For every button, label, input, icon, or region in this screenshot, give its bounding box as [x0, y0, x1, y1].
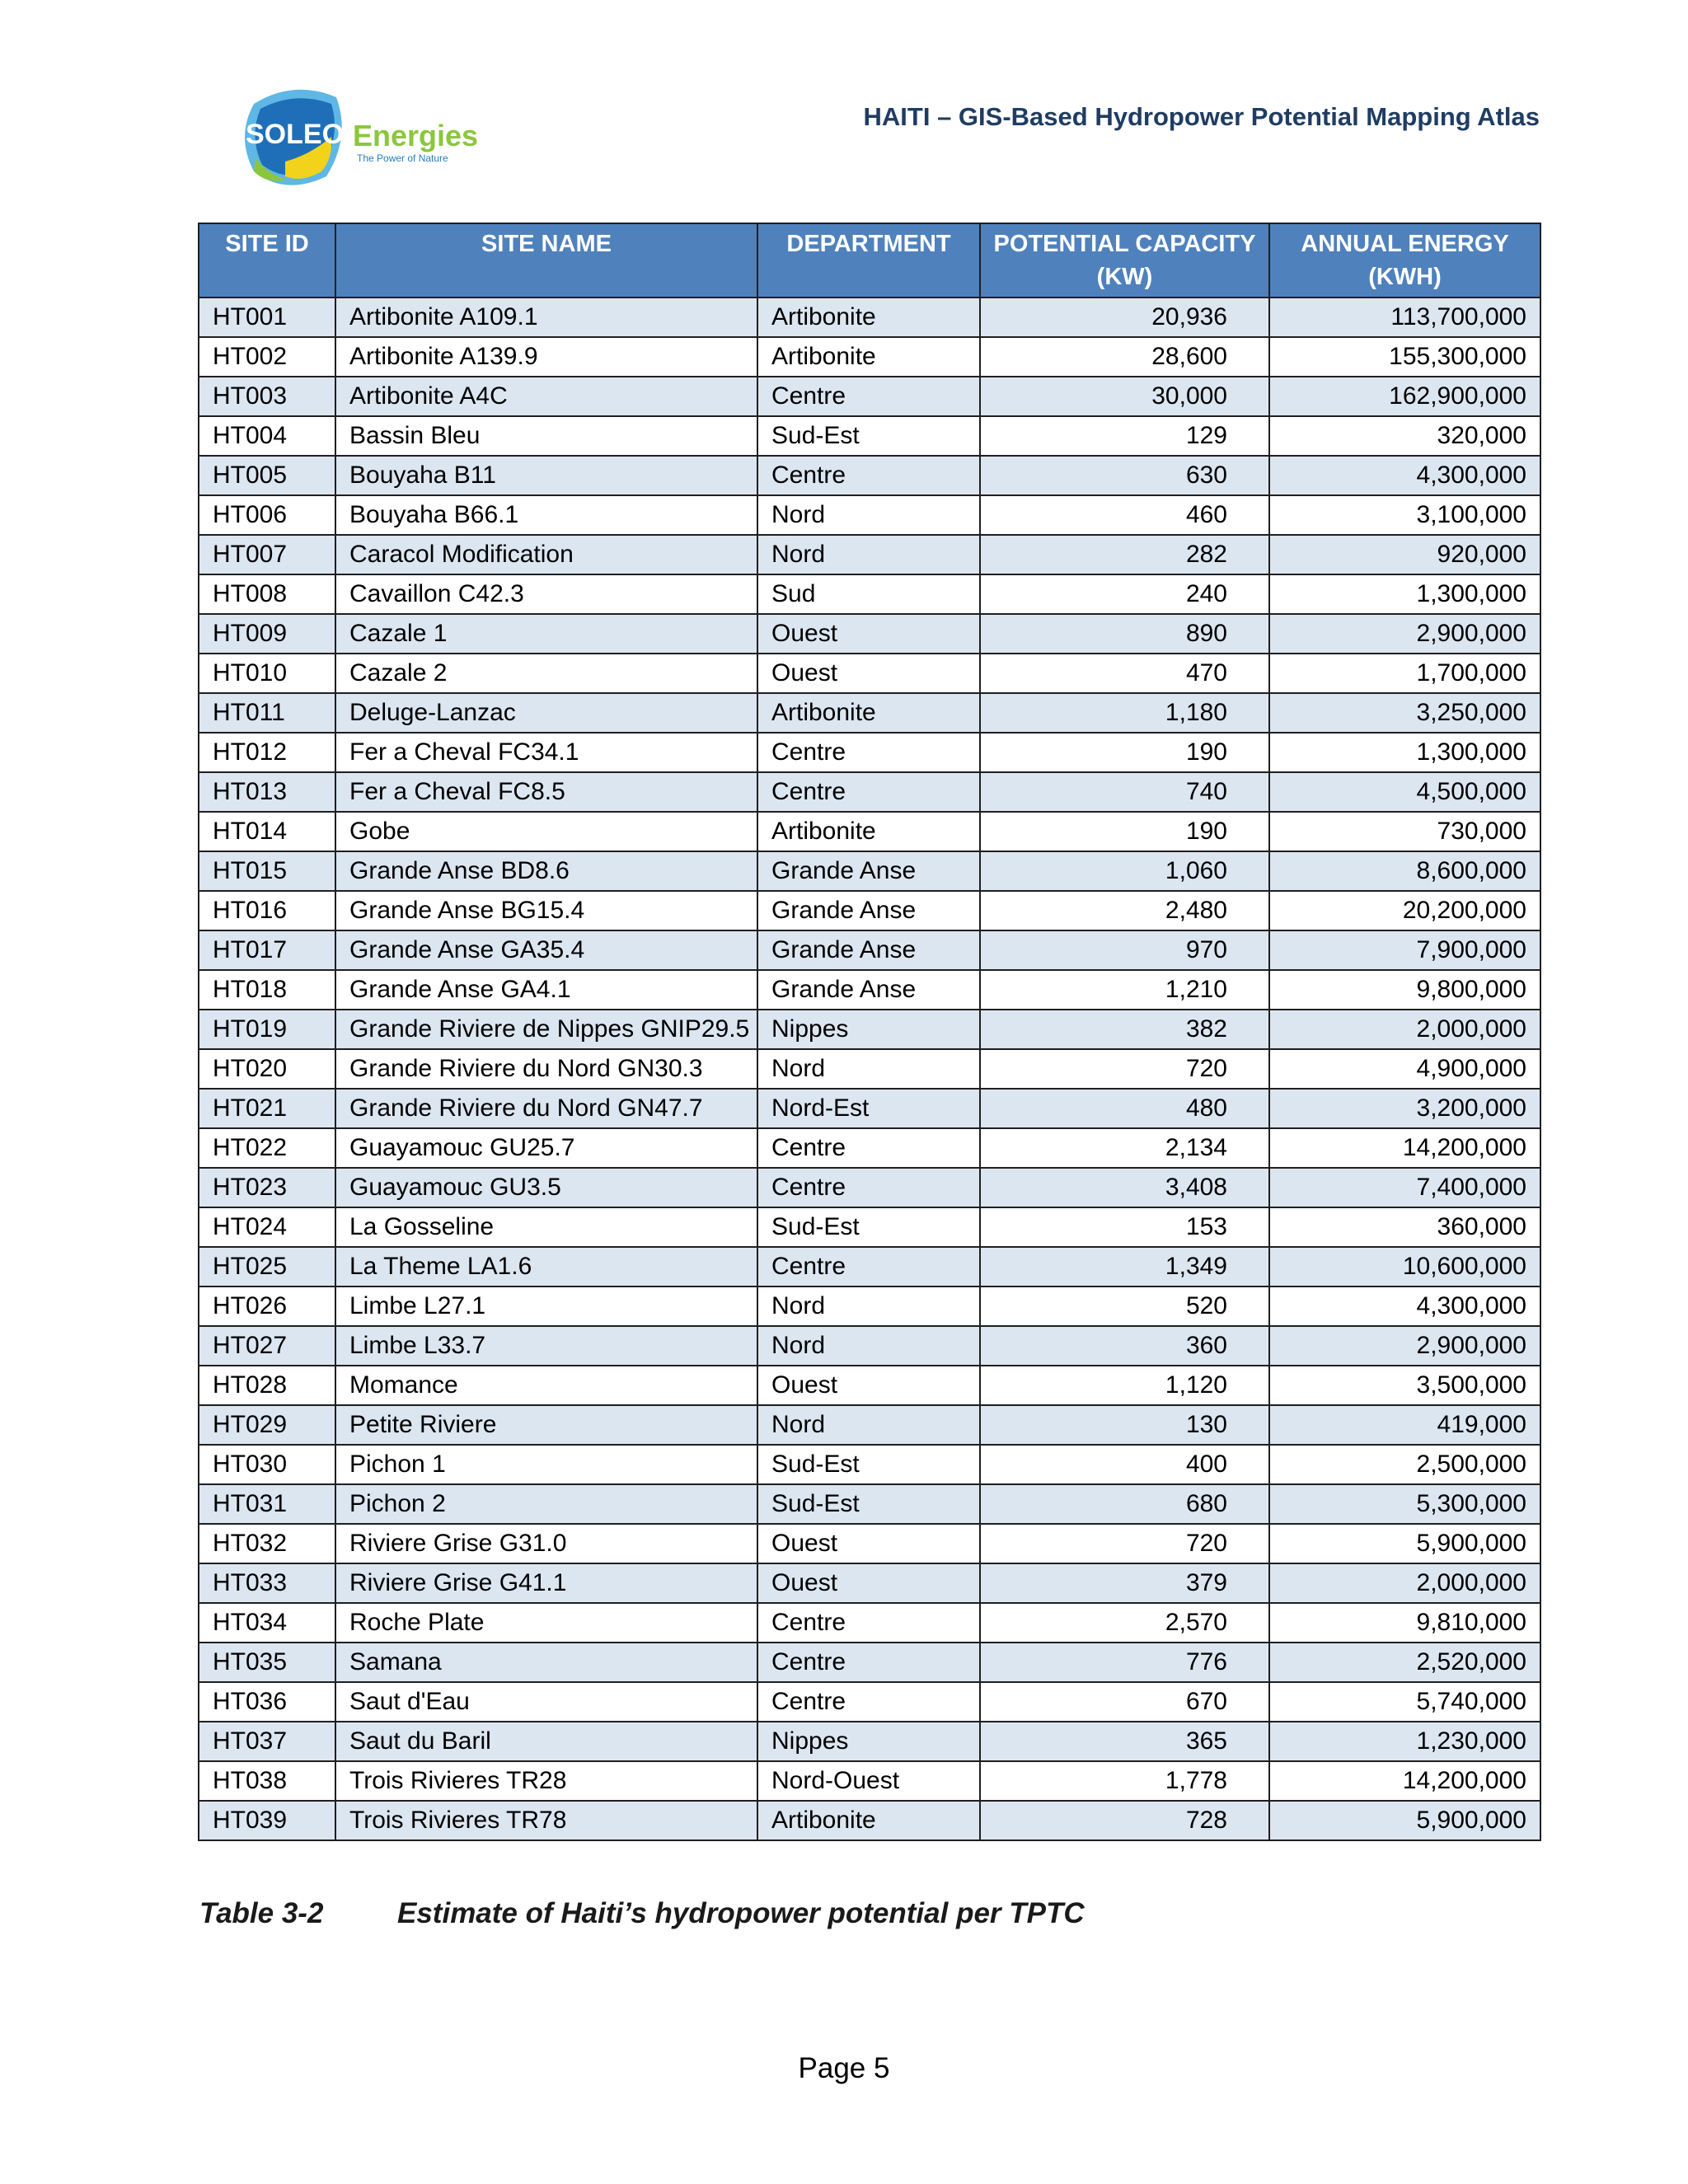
- cell-department: Nord-Ouest: [757, 1761, 980, 1801]
- cell-annual-energy: 1,700,000: [1269, 654, 1540, 693]
- cell-annual-energy: 5,900,000: [1269, 1524, 1540, 1563]
- cell-site-id: HT021: [199, 1089, 335, 1128]
- cell-potential-capacity: 240: [980, 574, 1269, 614]
- column-header-potential-capacity: POTENTIAL CAPACITY (KW): [980, 223, 1269, 298]
- column-header-site-name: SITE NAME: [335, 223, 757, 298]
- table-row: [199, 1366, 1540, 1405]
- cell-annual-energy: 162,900,000: [1269, 377, 1540, 416]
- cell-potential-capacity: 670: [980, 1682, 1269, 1722]
- cell-annual-energy: 9,810,000: [1269, 1603, 1540, 1643]
- cell-annual-energy: 20,200,000: [1269, 891, 1540, 930]
- column-header-department: DEPARTMENT: [757, 223, 980, 298]
- cell-annual-energy: 2,000,000: [1269, 1010, 1540, 1049]
- cell-department: Nippes: [757, 1010, 980, 1049]
- cell-department: Nord: [757, 535, 980, 574]
- cell-potential-capacity: 30,000: [980, 377, 1269, 416]
- cell-site-id: HT009: [199, 614, 335, 654]
- cell-site-id: HT001: [199, 298, 335, 337]
- cell-site-name: Cavaillon C42.3: [335, 574, 757, 614]
- cell-annual-energy: 2,500,000: [1269, 1445, 1540, 1484]
- cell-annual-energy: 1,300,000: [1269, 733, 1540, 772]
- cell-site-name: Limbe L33.7: [335, 1326, 757, 1366]
- table-row: [199, 1089, 1540, 1128]
- cell-potential-capacity: 129: [980, 416, 1269, 456]
- document-header-title: HAITI – GIS-Based Hydropower Potential Mapping Atlas: [863, 102, 1540, 131]
- cell-site-id: HT010: [199, 654, 335, 693]
- cell-potential-capacity: 2,134: [980, 1128, 1269, 1168]
- cell-department: Centre: [757, 1128, 980, 1168]
- cell-site-name: Bouyaha B11: [335, 456, 757, 495]
- cell-department: Artibonite: [757, 1801, 980, 1840]
- table-caption-number: Table 3-2: [199, 1897, 324, 1929]
- cell-department: Grande Anse: [757, 930, 980, 970]
- table-row: [199, 851, 1540, 891]
- cell-annual-energy: 5,900,000: [1269, 1801, 1540, 1840]
- cell-department: Grande Anse: [757, 891, 980, 930]
- cell-department: Artibonite: [757, 298, 980, 337]
- table-caption: [199, 1897, 1085, 1930]
- cell-site-name: Saut d'Eau: [335, 1682, 757, 1722]
- hydropower-sites-table: [198, 223, 1541, 1841]
- cell-potential-capacity: 1,349: [980, 1247, 1269, 1286]
- cell-site-id: HT011: [199, 693, 335, 733]
- cell-site-name: Cazale 2: [335, 654, 757, 693]
- table-row: [199, 733, 1540, 772]
- cell-department: Sud-Est: [757, 1484, 980, 1524]
- cell-potential-capacity: 680: [980, 1484, 1269, 1524]
- cell-potential-capacity: 720: [980, 1049, 1269, 1089]
- cell-potential-capacity: 970: [980, 930, 1269, 970]
- table-header-row: [199, 223, 1540, 298]
- cell-site-id: HT015: [199, 851, 335, 891]
- cell-site-id: HT029: [199, 1405, 335, 1445]
- table-row: [199, 1247, 1540, 1286]
- table-row: [199, 1168, 1540, 1207]
- cell-annual-energy: 10,600,000: [1269, 1247, 1540, 1286]
- table-row: [199, 495, 1540, 535]
- cell-annual-energy: 730,000: [1269, 812, 1540, 851]
- cell-site-id: HT039: [199, 1801, 335, 1840]
- cell-site-id: HT025: [199, 1247, 335, 1286]
- cell-department: Grande Anse: [757, 851, 980, 891]
- table-row: [199, 930, 1540, 970]
- cell-potential-capacity: 360: [980, 1326, 1269, 1366]
- cell-potential-capacity: 20,936: [980, 298, 1269, 337]
- table-row: [199, 614, 1540, 654]
- table-row: [199, 693, 1540, 733]
- cell-site-name: Samana: [335, 1643, 757, 1682]
- cell-potential-capacity: 190: [980, 733, 1269, 772]
- table-caption-text: Estimate of Haiti’s hydropower potential per TPTC: [397, 1897, 1085, 1929]
- cell-department: Centre: [757, 1603, 980, 1643]
- table-row: [199, 1484, 1540, 1524]
- cell-department: Nord: [757, 495, 980, 535]
- cell-potential-capacity: 282: [980, 535, 1269, 574]
- cell-department: Nord: [757, 1405, 980, 1445]
- table-row: [199, 416, 1540, 456]
- table-row: [199, 1801, 1540, 1840]
- table-row: [199, 337, 1540, 377]
- cell-department: Artibonite: [757, 337, 980, 377]
- cell-site-id: HT023: [199, 1168, 335, 1207]
- cell-site-id: HT035: [199, 1643, 335, 1682]
- cell-annual-energy: 320,000: [1269, 416, 1540, 456]
- table-row: [199, 535, 1540, 574]
- cell-site-name: Momance: [335, 1366, 757, 1405]
- cell-site-name: Riviere Grise G31.0: [335, 1524, 757, 1563]
- cell-site-name: Roche Plate: [335, 1603, 757, 1643]
- logo-text-soleo: SOLEO: [246, 119, 345, 150]
- cell-annual-energy: 9,800,000: [1269, 970, 1540, 1010]
- cell-site-name: Fer a Cheval FC34.1: [335, 733, 757, 772]
- cell-department: Centre: [757, 772, 980, 812]
- cell-department: Artibonite: [757, 812, 980, 851]
- cell-site-id: HT036: [199, 1682, 335, 1722]
- cell-potential-capacity: 1,210: [980, 970, 1269, 1010]
- cell-annual-energy: 4,900,000: [1269, 1049, 1540, 1089]
- cell-site-name: Artibonite A4C: [335, 377, 757, 416]
- cell-annual-energy: 3,100,000: [1269, 495, 1540, 535]
- cell-site-name: Grande Riviere de Nippes GNIP29.5: [335, 1010, 757, 1049]
- cell-site-id: HT034: [199, 1603, 335, 1643]
- column-header-site-id: SITE ID: [199, 223, 335, 298]
- cell-annual-energy: 8,600,000: [1269, 851, 1540, 891]
- cell-annual-energy: 419,000: [1269, 1405, 1540, 1445]
- cell-site-name: Cazale 1: [335, 614, 757, 654]
- cell-site-name: Pichon 2: [335, 1484, 757, 1524]
- cell-site-name: Grande Riviere du Nord GN30.3: [335, 1049, 757, 1089]
- table-row: [199, 654, 1540, 693]
- cell-site-id: HT030: [199, 1445, 335, 1484]
- table-body: [199, 298, 1540, 1840]
- cell-department: Sud-Est: [757, 1207, 980, 1247]
- cell-site-name: Gobe: [335, 812, 757, 851]
- cell-potential-capacity: 153: [980, 1207, 1269, 1247]
- cell-site-id: HT012: [199, 733, 335, 772]
- cell-site-id: HT014: [199, 812, 335, 851]
- cell-department: Centre: [757, 456, 980, 495]
- cell-site-id: HT008: [199, 574, 335, 614]
- cell-annual-energy: 155,300,000: [1269, 337, 1540, 377]
- cell-potential-capacity: 400: [980, 1445, 1269, 1484]
- cell-annual-energy: 4,300,000: [1269, 1286, 1540, 1326]
- cell-department: Centre: [757, 1643, 980, 1682]
- cell-site-id: HT031: [199, 1484, 335, 1524]
- cell-annual-energy: 7,900,000: [1269, 930, 1540, 970]
- table-row: [199, 1128, 1540, 1168]
- cell-potential-capacity: 1,180: [980, 693, 1269, 733]
- logo-text-energies: Energies: [353, 119, 479, 152]
- cell-department: Nippes: [757, 1722, 980, 1761]
- cell-annual-energy: 113,700,000: [1269, 298, 1540, 337]
- table-row: [199, 1286, 1540, 1326]
- cell-potential-capacity: 630: [980, 456, 1269, 495]
- cell-department: Nord: [757, 1286, 980, 1326]
- cell-site-name: Guayamouc GU25.7: [335, 1128, 757, 1168]
- cell-site-name: Guayamouc GU3.5: [335, 1168, 757, 1207]
- cell-annual-energy: 2,900,000: [1269, 1326, 1540, 1366]
- cell-site-id: HT005: [199, 456, 335, 495]
- cell-department: Ouest: [757, 614, 980, 654]
- cell-site-name: La Gosseline: [335, 1207, 757, 1247]
- cell-department: Grande Anse: [757, 970, 980, 1010]
- table-row: [199, 298, 1540, 337]
- cell-site-name: Bassin Bleu: [335, 416, 757, 456]
- cell-site-name: Pichon 1: [335, 1445, 757, 1484]
- cell-site-name: Limbe L27.1: [335, 1286, 757, 1326]
- cell-site-name: La Theme LA1.6: [335, 1247, 757, 1286]
- cell-annual-energy: 5,300,000: [1269, 1484, 1540, 1524]
- cell-potential-capacity: 1,120: [980, 1366, 1269, 1405]
- cell-site-name: Trois Rivieres TR28: [335, 1761, 757, 1801]
- cell-potential-capacity: 379: [980, 1563, 1269, 1603]
- table-row: [199, 1761, 1540, 1801]
- table-row: [199, 1524, 1540, 1563]
- cell-annual-energy: 1,230,000: [1269, 1722, 1540, 1761]
- cell-potential-capacity: 728: [980, 1801, 1269, 1840]
- column-header-annual-energy: ANNUAL ENERGY (KWH): [1269, 223, 1540, 298]
- cell-annual-energy: 3,200,000: [1269, 1089, 1540, 1128]
- table-row: [199, 1405, 1540, 1445]
- table-row: [199, 1207, 1540, 1247]
- table-row: [199, 891, 1540, 930]
- cell-site-id: HT022: [199, 1128, 335, 1168]
- cell-department: Nord: [757, 1326, 980, 1366]
- cell-site-name: Riviere Grise G41.1: [335, 1563, 757, 1603]
- cell-annual-energy: 2,520,000: [1269, 1643, 1540, 1682]
- table-row: [199, 574, 1540, 614]
- cell-site-id: HT037: [199, 1722, 335, 1761]
- cell-site-id: HT003: [199, 377, 335, 416]
- cell-annual-energy: 5,740,000: [1269, 1682, 1540, 1722]
- cell-annual-energy: 360,000: [1269, 1207, 1540, 1247]
- table-row: [199, 1643, 1540, 1682]
- table-row: [199, 1603, 1540, 1643]
- soleo-energies-logo: [229, 76, 485, 199]
- table-row: [199, 1010, 1540, 1049]
- cell-annual-energy: 4,300,000: [1269, 456, 1540, 495]
- table-row: [199, 1722, 1540, 1761]
- cell-potential-capacity: 3,408: [980, 1168, 1269, 1207]
- cell-department: Sud: [757, 574, 980, 614]
- cell-site-id: HT024: [199, 1207, 335, 1247]
- cell-site-name: Artibonite A109.1: [335, 298, 757, 337]
- cell-site-name: Fer a Cheval FC8.5: [335, 772, 757, 812]
- cell-annual-energy: 14,200,000: [1269, 1761, 1540, 1801]
- cell-site-id: HT020: [199, 1049, 335, 1089]
- cell-department: Sud-Est: [757, 1445, 980, 1484]
- cell-site-name: Grande Anse BG15.4: [335, 891, 757, 930]
- table-row: [199, 1445, 1540, 1484]
- cell-annual-energy: 2,900,000: [1269, 614, 1540, 654]
- cell-department: Sud-Est: [757, 416, 980, 456]
- cell-site-id: HT002: [199, 337, 335, 377]
- cell-site-id: HT028: [199, 1366, 335, 1405]
- cell-annual-energy: 4,500,000: [1269, 772, 1540, 812]
- cell-potential-capacity: 2,480: [980, 891, 1269, 930]
- cell-potential-capacity: 776: [980, 1643, 1269, 1682]
- table-row: [199, 1326, 1540, 1366]
- cell-site-name: Deluge-Lanzac: [335, 693, 757, 733]
- cell-annual-energy: 7,400,000: [1269, 1168, 1540, 1207]
- cell-potential-capacity: 190: [980, 812, 1269, 851]
- cell-site-id: HT026: [199, 1286, 335, 1326]
- table-row: [199, 772, 1540, 812]
- cell-site-name: Saut du Baril: [335, 1722, 757, 1761]
- cell-potential-capacity: 520: [980, 1286, 1269, 1326]
- table-row: [199, 812, 1540, 851]
- cell-potential-capacity: 460: [980, 495, 1269, 535]
- cell-annual-energy: 2,000,000: [1269, 1563, 1540, 1603]
- page-number: Page 5: [798, 2052, 890, 2084]
- cell-potential-capacity: 480: [980, 1089, 1269, 1128]
- cell-site-id: HT007: [199, 535, 335, 574]
- cell-site-id: HT027: [199, 1326, 335, 1366]
- cell-annual-energy: 14,200,000: [1269, 1128, 1540, 1168]
- cell-department: Ouest: [757, 1366, 980, 1405]
- cell-site-id: HT018: [199, 970, 335, 1010]
- cell-potential-capacity: 130: [980, 1405, 1269, 1445]
- cell-site-name: Grande Anse GA4.1: [335, 970, 757, 1010]
- cell-site-name: Grande Anse BD8.6: [335, 851, 757, 891]
- cell-department: Centre: [757, 733, 980, 772]
- cell-site-id: HT038: [199, 1761, 335, 1801]
- cell-annual-energy: 1,300,000: [1269, 574, 1540, 614]
- cell-site-name: Grande Riviere du Nord GN47.7: [335, 1089, 757, 1128]
- logo-tagline: The Power of Nature: [357, 152, 448, 164]
- cell-site-name: Caracol Modification: [335, 535, 757, 574]
- cell-department: Ouest: [757, 1563, 980, 1603]
- cell-site-name: Petite Riviere: [335, 1405, 757, 1445]
- cell-site-id: HT017: [199, 930, 335, 970]
- table-row: [199, 456, 1540, 495]
- cell-department: Centre: [757, 377, 980, 416]
- cell-department: Centre: [757, 1682, 980, 1722]
- cell-site-name: Trois Rivieres TR78: [335, 1801, 757, 1840]
- table-row: [199, 1682, 1540, 1722]
- cell-potential-capacity: 365: [980, 1722, 1269, 1761]
- cell-annual-energy: 3,500,000: [1269, 1366, 1540, 1405]
- cell-site-id: HT004: [199, 416, 335, 456]
- table-row: [199, 1049, 1540, 1089]
- cell-potential-capacity: 470: [980, 654, 1269, 693]
- cell-annual-energy: 3,250,000: [1269, 693, 1540, 733]
- cell-site-name: Bouyaha B66.1: [335, 495, 757, 535]
- cell-potential-capacity: 1,060: [980, 851, 1269, 891]
- cell-site-id: HT013: [199, 772, 335, 812]
- cell-potential-capacity: 890: [980, 614, 1269, 654]
- cell-potential-capacity: 740: [980, 772, 1269, 812]
- cell-department: Nord-Est: [757, 1089, 980, 1128]
- table-row: [199, 1563, 1540, 1603]
- cell-department: Ouest: [757, 654, 980, 693]
- cell-site-id: HT032: [199, 1524, 335, 1563]
- cell-department: Nord: [757, 1049, 980, 1089]
- cell-potential-capacity: 28,600: [980, 337, 1269, 377]
- table-row: [199, 377, 1540, 416]
- cell-department: Centre: [757, 1247, 980, 1286]
- cell-annual-energy: 920,000: [1269, 535, 1540, 574]
- cell-potential-capacity: 382: [980, 1010, 1269, 1049]
- cell-potential-capacity: 720: [980, 1524, 1269, 1563]
- cell-site-id: HT019: [199, 1010, 335, 1049]
- cell-potential-capacity: 2,570: [980, 1603, 1269, 1643]
- cell-site-id: HT016: [199, 891, 335, 930]
- cell-site-name: Artibonite A139.9: [335, 337, 757, 377]
- table-row: [199, 970, 1540, 1010]
- cell-site-id: HT033: [199, 1563, 335, 1603]
- cell-department: Artibonite: [757, 693, 980, 733]
- cell-site-name: Grande Anse GA35.4: [335, 930, 757, 970]
- cell-department: Centre: [757, 1168, 980, 1207]
- cell-department: Ouest: [757, 1524, 980, 1563]
- cell-potential-capacity: 1,778: [980, 1761, 1269, 1801]
- cell-site-id: HT006: [199, 495, 335, 535]
